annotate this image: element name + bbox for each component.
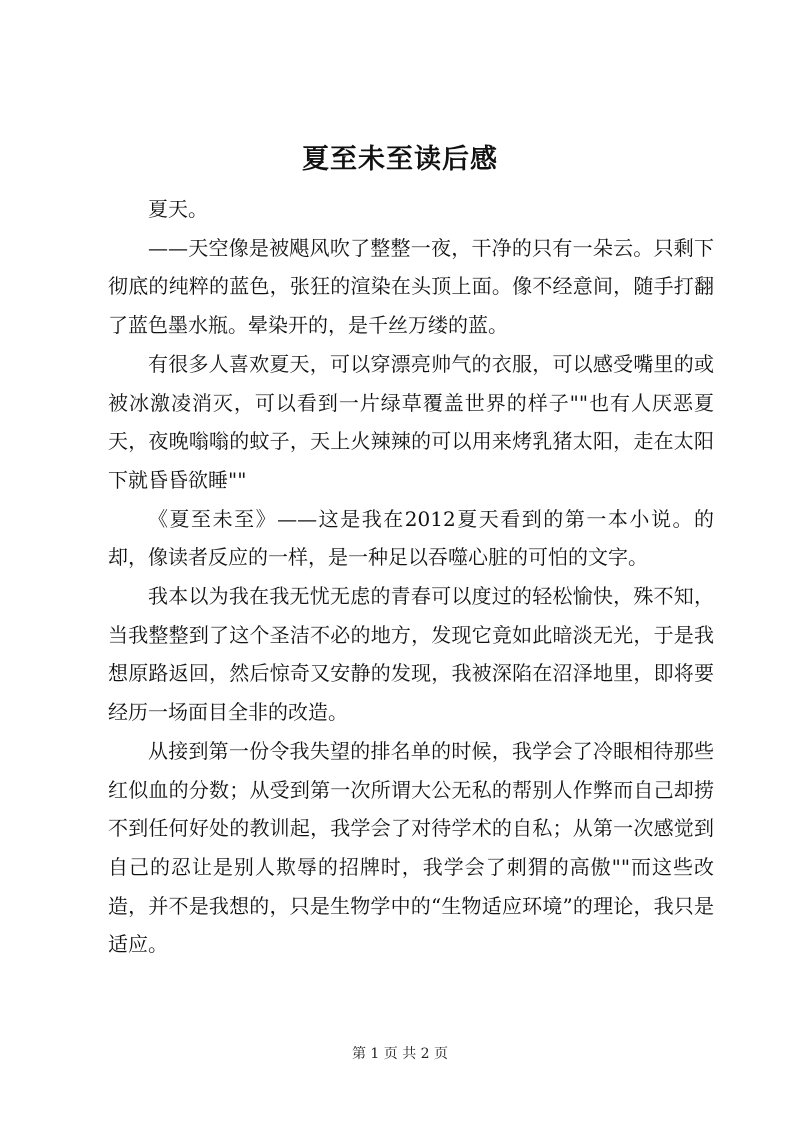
document-body <box>108 190 714 964</box>
document-title: 夏至未至读后感 <box>302 144 498 175</box>
paragraph: 《夏至未至》——这是我在2012夏天看到的第一本小说。的却，像读者反应的一样，是一种足以吞噬心脏的可怕的文字。 <box>108 506 714 570</box>
paragraph: 我本以为我在我无忧无虑的青春可以度过的轻松愉快，殊不知，当我整整到了这个圣洁不必的地方，发现它竟如此暗淡无光，于是我想原路返回，然后惊奇又安静的发现，我被深陷在沼泽地里，即将要经历一场面目全非的改造。 <box>108 584 714 725</box>
page-number-footer: 第 1 页 共 2 页 <box>351 1046 449 1062</box>
paragraph: 有很多人喜欢夏天，可以穿漂亮帅气的衣服，可以感受嘴里的或被冰激凌消灭，可以看到一片绿草覆盖世界的样子""也有人厌恶夏天，夜晚嗡嗡的蚊子，天上火辣辣的可以用来烤乳猪太阳，走在太阳下就昏昏欲睡"" <box>108 351 714 492</box>
paragraph: 从接到第一份令我失望的排名单的时候，我学会了冷眼相待那些红似血的分数；从受到第一次所谓大公无私的帮别人作弊而自己却捞不到任何好处的教训起，我学会了对待学术的自私；从第一次感觉到自己的忍让是别人欺辱的招牌时，我学会了刺猬的高傲""而这些改造，并不是我想的，只是生物学中的“生物适应环境”的理论，我只是适应。 <box>108 738 714 957</box>
paragraph: ——天空像是被飓风吹了整整一夜，干净的只有一朵云。只剩下彻底的纯粹的蓝色，张狂的渲染在头顶上面。像不经意间，随手打翻了蓝色墨水瓶。晕染开的，是千丝万缕的蓝。 <box>108 235 714 338</box>
paragraph: 夏天。 <box>148 197 208 221</box>
